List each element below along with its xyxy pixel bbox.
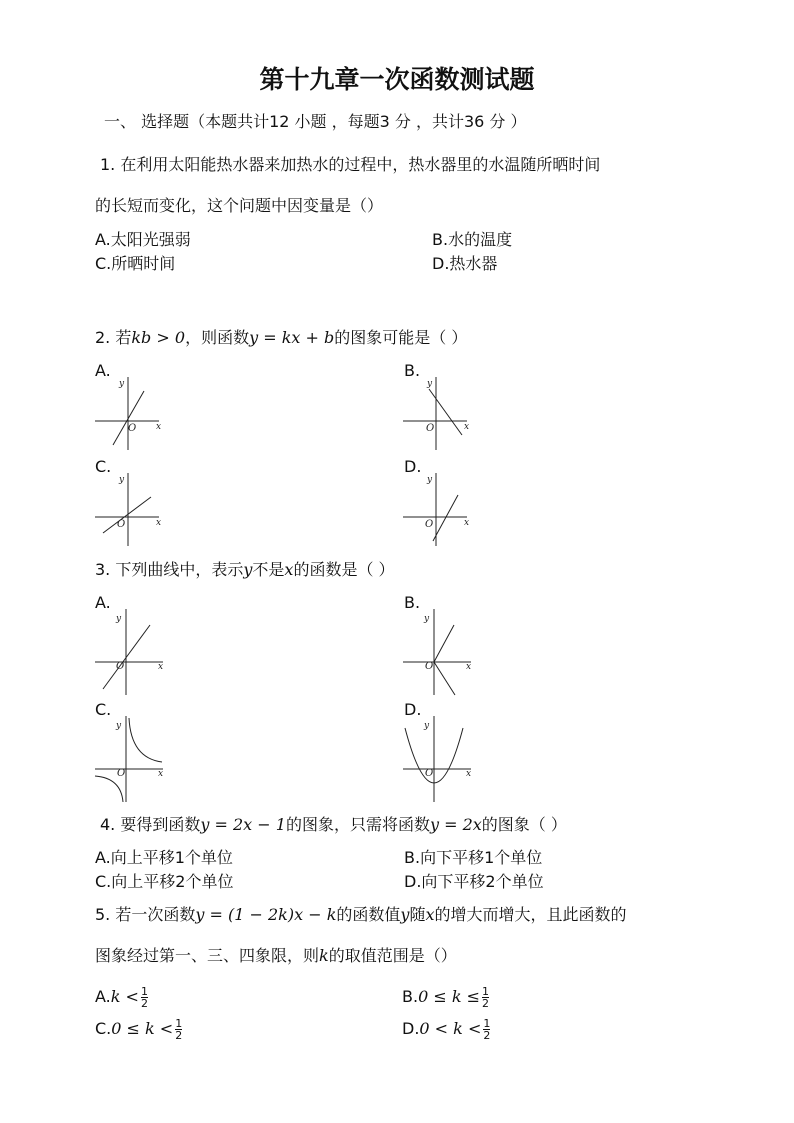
- option-expression: 0 ≤ k ≤: [418, 987, 481, 1006]
- q3-graph-b: [403, 607, 478, 697]
- x-axis-label: x: [464, 422, 470, 432]
- q5-option-b: [402, 984, 489, 1010]
- q5-var-x: x: [425, 905, 435, 924]
- q2-function: y = kx + b: [249, 328, 335, 347]
- x-axis-label: x: [466, 662, 472, 672]
- y-axis-label: y: [424, 614, 430, 624]
- q1-line2: 的长短而变化，这个问题中因变量是（）: [95, 196, 384, 215]
- q5-line2-post: 的取值范围是（）: [328, 946, 457, 965]
- q2-stem-mid: ，则函数: [185, 328, 250, 347]
- q3-label-c: C.: [95, 700, 112, 719]
- q4-stem-post: 的图象（ ）: [481, 815, 567, 834]
- x-axis-label: x: [156, 422, 162, 432]
- q2-stem-pre: 2. 若: [95, 328, 132, 347]
- q3-graph-d: [403, 714, 478, 804]
- y-axis-label: y: [119, 475, 125, 485]
- fraction-denominator: 2: [140, 997, 148, 1010]
- q5-function: y = (1 − 2k)x − k: [195, 905, 337, 924]
- q1-option-d: D.热水器: [432, 254, 498, 273]
- fraction-one-half: [175, 1018, 182, 1041]
- q2-stem-post: 的图象可能是（ ）: [334, 328, 468, 347]
- fraction-denominator: 2: [482, 997, 490, 1010]
- q5-stem-mid2: 随: [409, 905, 426, 924]
- q3-stem-pre: 3. 下列曲线中，表示: [95, 560, 244, 579]
- q4-option-b: B.向下平移1个单位: [404, 848, 543, 867]
- q2-graph-d: [403, 471, 473, 546]
- q3-stem-mid: 不是: [252, 560, 285, 579]
- q4-stem-mid: 的图象，只需将函数: [285, 815, 430, 834]
- q4-stem-pre: 4. 要得到函数: [100, 815, 201, 834]
- q2-label-b: B.: [404, 361, 421, 380]
- q5-stem-post: 的增大而增大，且此函数的: [434, 905, 627, 924]
- page-title: 第十九章一次函数测试题: [259, 65, 535, 94]
- fraction-denominator: 2: [483, 1029, 491, 1042]
- fraction-one-half: [141, 986, 148, 1009]
- y-axis-label: y: [427, 379, 433, 389]
- q2-condition: kb > 0: [131, 328, 186, 347]
- x-axis-label: x: [158, 662, 164, 672]
- q2-graph-c: [95, 471, 165, 546]
- origin-label: O: [117, 519, 126, 530]
- q1-option-a: A.太阳光强弱: [95, 230, 191, 249]
- q2-graph-b: [403, 375, 473, 450]
- q1-option-b: B.水的温度: [432, 230, 513, 249]
- option-letter: A.: [95, 987, 111, 1006]
- q5-stem-mid1: 的函数值: [336, 905, 401, 924]
- origin-label: O: [116, 661, 125, 672]
- origin-label: O: [425, 661, 434, 672]
- q2-label-a: A.: [95, 361, 111, 380]
- q3-var-x: x: [284, 560, 294, 579]
- origin-label: O: [426, 423, 435, 434]
- q3-graph-a: [95, 607, 170, 697]
- q3-stem-post: 的函数是（ ）: [293, 560, 395, 579]
- q5-line2-pre: 图象经过第一、三、四象限，则: [95, 946, 320, 965]
- fraction-numerator: 1: [483, 1017, 491, 1030]
- option-expression: k <: [110, 987, 139, 1006]
- origin-label: O: [425, 519, 434, 530]
- y-axis-label: y: [427, 475, 433, 485]
- q5-option-c: [95, 1016, 182, 1042]
- q4-stem: [100, 815, 567, 835]
- q2-graph-a: [95, 375, 165, 450]
- q2-stem: [95, 328, 467, 348]
- x-axis-label: x: [156, 518, 162, 528]
- section-heading: 一、 选择题（本题共计12 小题 ，每题3 分 ，共计36 分 ）: [104, 112, 527, 131]
- q2-label-c: C.: [95, 457, 112, 476]
- option-expression: 0 ≤ k <: [111, 1019, 174, 1038]
- q5-line2: [95, 946, 457, 966]
- q3-graph-c: [95, 714, 170, 804]
- fraction-one-half: [482, 986, 489, 1009]
- option-letter: C.: [95, 1019, 112, 1038]
- fraction-numerator: 1: [482, 985, 490, 998]
- q4-option-c: C.向上平移2个单位: [95, 872, 234, 891]
- fraction-one-half: [483, 1018, 490, 1041]
- fraction-denominator: 2: [175, 1029, 183, 1042]
- q4-option-a: A.向上平移1个单位: [95, 848, 233, 867]
- q5-line1: [95, 905, 627, 925]
- origin-label: O: [425, 768, 434, 779]
- q3-label-d: D.: [404, 700, 422, 719]
- y-axis-label: y: [116, 721, 122, 731]
- q4-function-1: y = 2x − 1: [200, 815, 286, 834]
- y-axis-label: y: [116, 614, 122, 624]
- q5-stem-pre: 5. 若一次函数: [95, 905, 196, 924]
- x-axis-label: x: [466, 769, 472, 779]
- q4-option-d: D.向下平移2个单位: [404, 872, 544, 891]
- x-axis-label: x: [158, 769, 164, 779]
- q4-function-2: y = 2x: [429, 815, 482, 834]
- q5-option-a: [95, 984, 148, 1010]
- q2-label-d: D.: [404, 457, 422, 476]
- y-axis-label: y: [424, 721, 430, 731]
- option-expression: 0 < k <: [419, 1019, 482, 1038]
- q3-label-b: B.: [404, 593, 421, 612]
- origin-label: O: [117, 768, 126, 779]
- q3-stem: [95, 560, 395, 580]
- fraction-numerator: 1: [175, 1017, 183, 1030]
- x-axis-label: x: [464, 518, 470, 528]
- fraction-numerator: 1: [140, 985, 148, 998]
- q5-var-y: y: [400, 905, 410, 924]
- q1-line1: 1. 在利用太阳能热水器来加热水的过程中，热水器里的水温随所晒时间: [100, 155, 601, 174]
- q1-option-c: C.所晒时间: [95, 254, 176, 273]
- option-letter: D.: [402, 1019, 420, 1038]
- q5-var-k: k: [319, 946, 329, 965]
- origin-label: O: [128, 423, 137, 434]
- option-letter: B.: [402, 987, 419, 1006]
- q5-option-d: [402, 1016, 490, 1042]
- q3-var-y: y: [243, 560, 253, 579]
- q3-label-a: A.: [95, 593, 111, 612]
- y-axis-label: y: [119, 379, 125, 389]
